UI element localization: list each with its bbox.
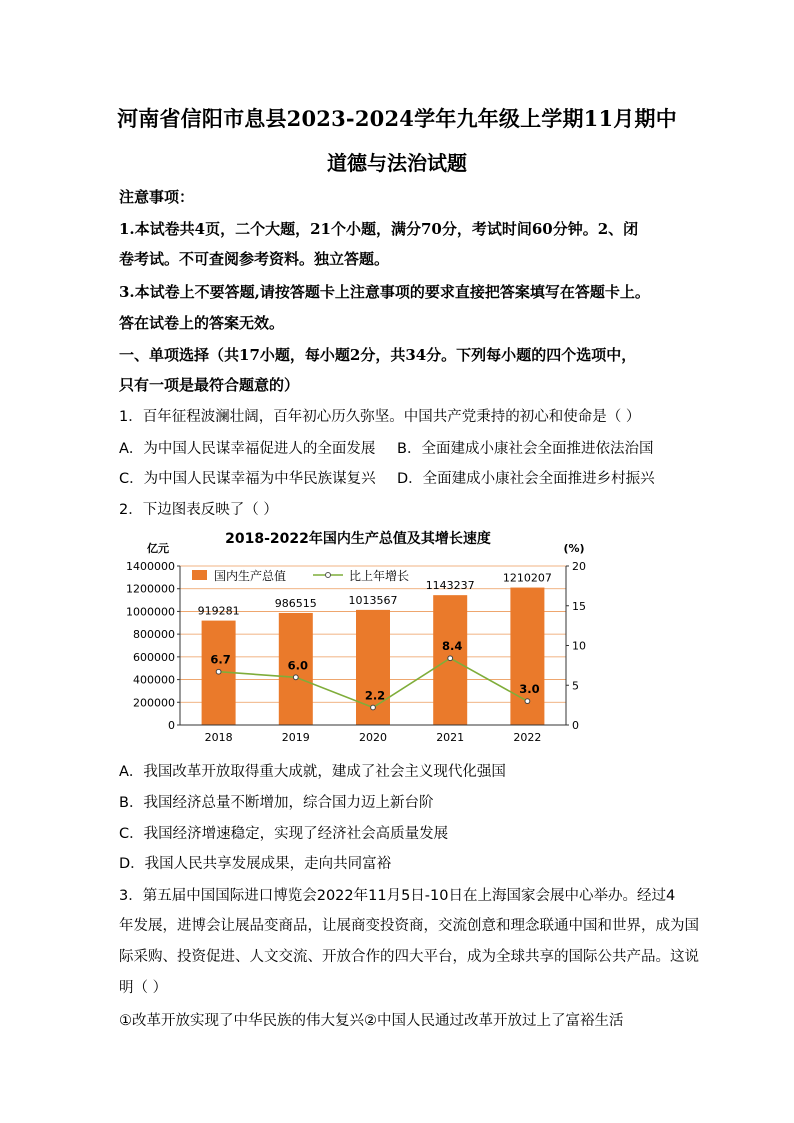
q1-option-c: C．为中国人民谋幸福为中华民族谋复兴	[119, 471, 376, 487]
legend-marker-growth	[326, 573, 331, 578]
growth-data-label: 3.0	[519, 682, 540, 697]
q3-stem-line-3: 际采购、投资促进、人文交流、开放合作的四大平台，成为全球共享的国际公共产品。这说	[119, 949, 699, 965]
legend-label-gdp: 国内生产总值	[214, 569, 287, 583]
left-tick-label: 1400000	[126, 560, 175, 573]
left-axis-unit: 亿元	[147, 542, 169, 555]
growth-point	[371, 705, 376, 710]
q2-option-a: A．我国改革开放取得重大成就，建成了社会主义现代化强国	[119, 764, 506, 780]
section-heading-1: 一、单项选择（共17小题，每小题2分，共34分。下列每小题的四个选项中，	[119, 346, 637, 364]
exam-subtitle: 道德与法治试题	[327, 151, 467, 175]
section-heading-2: 只有一项是最符合题意的）	[119, 376, 300, 394]
chart-title: 2018-2022年国内生产总值及其增长速度	[225, 531, 491, 547]
notes-line-1: 1.本试卷共4页，二个大题，21个小题，满分70分，考试时间60分钟。2、闭	[119, 220, 639, 238]
q1-stem: 1．百年征程波澜壮阔，百年初心历久弥坚。中国共产党秉持的初心和使命是（ ）	[119, 409, 641, 425]
notes-line-3: 3.本试卷上不要答题,请按答题卡上注意事项的要求直接把答案填写在答题卡上。	[119, 283, 650, 301]
legend-label-growth: 比上年增长	[349, 569, 410, 583]
q3-stem-line-1: 3．第五届中国国际进口博览会2022年11月5日-10日在上海国家会展中心举办。经过4	[119, 888, 676, 904]
gdp-bar	[510, 588, 544, 725]
q1-option-a: A．为中国人民谋幸福促进人的全面发展	[119, 441, 376, 457]
chart-legend	[192, 568, 409, 583]
q2-option-d: D．我国人民共享发展成果，走向共同富裕	[119, 856, 392, 872]
right-tick-label: 5	[572, 679, 579, 693]
gdp-data-label: 986515	[274, 596, 317, 610]
q1-option-d: D．全面建成小康社会全面推进乡村振兴	[397, 471, 655, 487]
legend-swatch-gdp	[192, 570, 207, 580]
q2-option-c: C．我国经济增速稳定，实现了经济社会高质量发展	[119, 826, 449, 842]
gdp-data-label: 1210207	[502, 571, 552, 585]
q3-option-1: ①改革开放实现了中华民族的伟大复兴②中国人民通过改革开放过上了富裕生活	[119, 1013, 624, 1029]
notes-heading: 注意事项：	[119, 188, 195, 206]
gdp-data-label: 1143237	[425, 579, 475, 593]
q2-stem: 2．下边图表反映了（ ）	[119, 502, 278, 518]
q3-stem-line-4: 明（ ）	[119, 980, 168, 996]
growth-point	[216, 669, 221, 674]
right-tick-label: 0	[572, 719, 579, 732]
x-tick-label: 2022	[513, 731, 542, 744]
notes-line-2: 卷考试。不可查阅参考资料。独立答题。	[119, 250, 390, 268]
left-tick-label: 1200000	[126, 582, 175, 596]
gdp-chart	[118, 524, 588, 749]
left-tick-label: 600000	[133, 650, 175, 664]
q1-option-b: B．全面建成小康社会全面推进依法治国	[397, 441, 654, 457]
growth-data-label: 6.7	[210, 652, 231, 667]
exam-title: 河南省信阳市息县2023-2024学年九年级上学期11月期中	[117, 106, 677, 131]
left-tick-label: 800000	[133, 628, 175, 642]
x-tick-label: 2019	[281, 731, 310, 744]
x-tick-label: 2018	[204, 731, 233, 744]
q3-stem-line-2: 年发展，进博会让展品变商品，让展商变投资商，交流创意和理念联通中国和世界，成为国	[119, 918, 699, 934]
left-tick-label: 1000000	[126, 605, 175, 619]
growth-point	[448, 656, 453, 661]
right-tick-label: 20	[572, 560, 586, 573]
notes-line-4: 答在试卷上的答案无效。	[119, 314, 285, 332]
left-tick-label: 0	[168, 719, 175, 732]
x-tick-label: 2021	[436, 731, 465, 744]
gdp-data-label: 1013567	[348, 593, 398, 607]
left-tick-label: 200000	[133, 696, 175, 710]
right-axis-unit: (%)	[563, 542, 585, 555]
x-tick-label: 2020	[359, 731, 387, 744]
growth-data-label: 8.4	[442, 639, 463, 654]
growth-point	[525, 699, 530, 704]
growth-point	[293, 675, 298, 680]
right-tick-label: 10	[572, 639, 586, 653]
left-tick-label: 400000	[133, 673, 175, 687]
q2-option-b: B．我国经济总量不断增加，综合国力迈上新台阶	[119, 795, 434, 811]
gdp-data-label: 919281	[197, 604, 240, 618]
right-tick-label: 15	[572, 599, 586, 613]
growth-data-label: 6.0	[287, 658, 308, 673]
growth-data-label: 2.2	[364, 688, 386, 703]
